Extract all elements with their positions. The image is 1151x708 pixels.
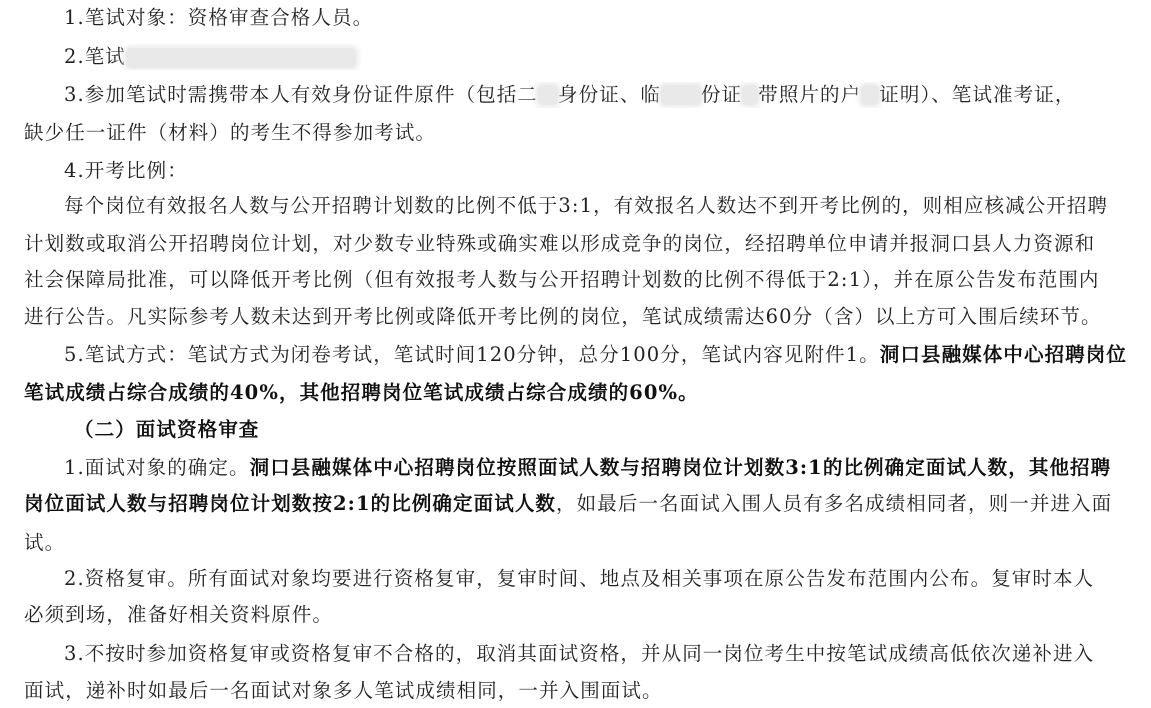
written-exam-time-place (64, 44, 1142, 70)
qualification-review-line-1: 2.资格复审。所有面试对象均要进行资格复审，复审时间、地点及相关事项在原公告发布范围内公布。复审时本人 (64, 567, 1095, 590)
exam-id-requirement: 3.参加笔试时需携带本人有效身份证件原件（包括二 身份证、临 份证 带照片的户 证明）、笔试准考证， (64, 83, 1076, 106)
qualification-review-line-2: 必须到场，准备好相关资料原件。 (24, 603, 334, 626)
ratio-paragraph-line-2: 计划数或取消公开招聘岗位计划，对少数专业特殊或确实难以形成竞争的岗位，经招聘单位申请并报洞口县人力资源和 (24, 232, 1096, 255)
ratio-paragraph-line-4: 进行公告。凡实际参考人数未达到开考比例或降低开考比例的岗位，笔试成绩需达60分（含）以上方可入围后续环节。 (24, 305, 1102, 328)
blurred-text-3 (742, 85, 758, 105)
blurred-text-4 (861, 85, 879, 105)
blurred-text-1 (538, 85, 558, 105)
blurred-text-exam-time (126, 48, 356, 68)
disqualification-line-2: 面试，递补时如最后一名面试对象多人笔试成绩相同，一并入围面试。 (24, 679, 663, 702)
ratio-paragraph-line-1: 每个岗位有效报名人数与公开招聘计划数的比例不低于3:1，有效报名人数达不到开考比例的，则相应核减公开招聘 (64, 194, 1109, 217)
section-heading-interview-review: （二）面试资格审查 (74, 418, 260, 441)
interview-target-line-2: 岗位面试人数与招聘岗位计划数按2:1的比例确定面试人数，如最后一名面试入围人员有多名成绩相同者，则一并进入面 (24, 492, 1113, 515)
exam-id-requirement-cont: 缺少任一证件（材料）的考生不得参加考试。 (24, 121, 437, 144)
exam-method-line-1: 5.笔试方式：笔试方式为闭卷考试，笔试时间120分钟，总分100分，笔试内容见附件1。洞口县融媒体中心招聘岗位 (64, 343, 1127, 366)
interview-target-line-3: 试。 (24, 531, 66, 554)
disqualification-line-1: 3.不按时参加资格复审或资格复审不合格的，取消其面试资格，并从同一岗位考生中按笔试成绩高低依次递补进入 (64, 642, 1095, 665)
exam-time-label: 2.笔试 (64, 45, 127, 68)
ratio-heading: 4.开考比例： (64, 159, 188, 182)
blurred-text-2 (661, 85, 701, 105)
written-exam-target: 1.笔试对象：资格审查合格人员。 (64, 6, 374, 29)
exam-method-line-2: 笔试成绩占综合成绩的40%，其他招聘岗位笔试成绩占综合成绩的60%。 (24, 381, 699, 404)
interview-target-line-1: 1.面试对象的确定。洞口县融媒体中心招聘岗位按照面试人数与招聘岗位计划数3:1的比例确定面试人数，其他招聘 (64, 456, 1112, 479)
ratio-paragraph-line-3: 社会保障局批准，可以降低开考比例（但有效报考人数与公开招聘计划数的比例不得低于2:1），并在原公告发布范围内 (24, 268, 1100, 291)
